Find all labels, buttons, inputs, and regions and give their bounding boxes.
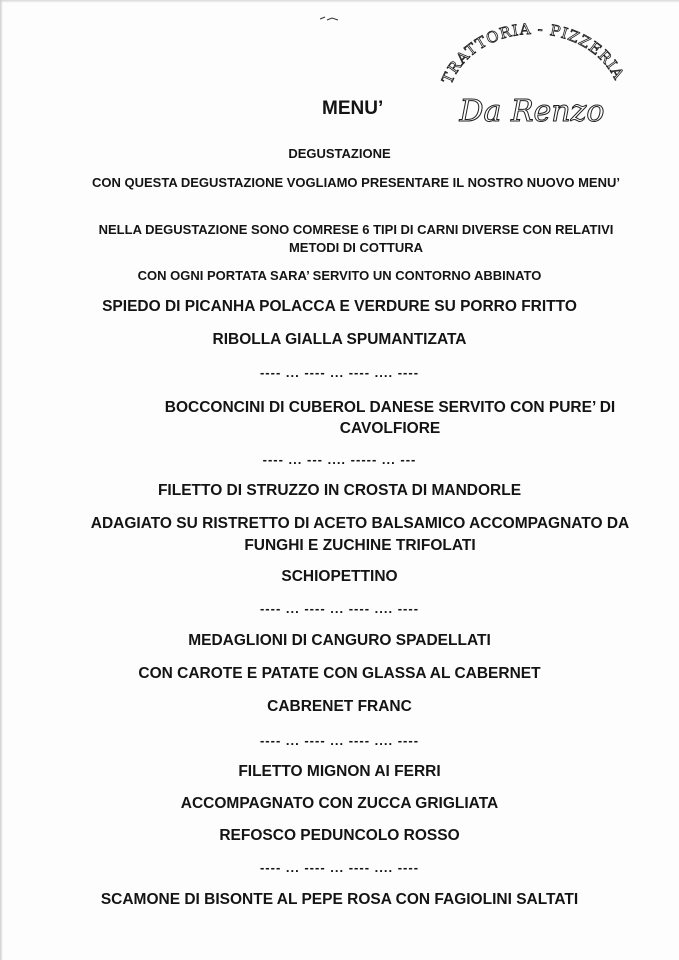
separator-3: ---- ... ---- ... ---- .... ---- [259, 601, 420, 616]
intro-text-3: CON OGNI PORTATA SARA’ SERVITO UN CONTORNO ABBINATO [137, 268, 542, 283]
scan-speck-mark [318, 14, 340, 24]
logo-arc-text: TRATTORIA - PIZZERIA [438, 19, 628, 87]
intro-text-2: NELLA DEGUSTAZIONE SONO COMRESE 6 TIPI DI CARNI DIVERSE CON RELATIVI METODI DI COTTURA [98, 222, 614, 255]
dish-5-wine: REFOSCO PEDUNCOLO ROSSO [219, 827, 460, 844]
dish-2-name: BOCCONCINI DI CUBEROL DANESE SERVITO CON PURE’ DI CAVOLFIORE [164, 399, 616, 437]
logo-script-text: Da Renzo [459, 94, 605, 129]
scan-edge-left [0, 0, 3, 960]
separator-4: ---- ... ---- ... ---- .... ---- [259, 733, 420, 748]
scan-edge-top [0, 0, 679, 3]
dish-3-description: ADAGIATO SU RISTRETTO DI ACETO BALSAMICO ACCOMPAGNATO DA FUNGHI E ZUCHINE TRIFOLATI [90, 515, 630, 554]
separator-2: ---- ... --- .... ----- ... --- [262, 452, 417, 467]
dish-3-name: FILETTO DI STRUZZO IN CROSTA DI MANDORLE [157, 482, 522, 499]
page-title: MENU’ [322, 98, 384, 119]
dish-5-description: ACCOMPAGNATO CON ZUCCA GRIGLIATA [180, 795, 499, 812]
dish-3-wine: SCHIOPETTINO [281, 568, 398, 585]
dish-1-wine: RIBOLLA GIALLA SPUMANTIZATA [212, 331, 467, 348]
dish-6-name: SCAMONE DI BISONTE AL PEPE ROSA CON FAGIOLINI SALTATI [100, 891, 579, 908]
section-heading-degustazione: DEGUSTAZIONE [288, 146, 391, 161]
dish-5-name: FILETTO MIGNON AI FERRI [238, 763, 441, 780]
separator-5: ---- ... ---- ... ---- .... ---- [259, 860, 420, 875]
dish-4-name: MEDAGLIONI DI CANGURO SPADELLATI [188, 632, 491, 649]
intro-text-1: CON QUESTA DEGUSTAZIONE VOGLIAMO PRESENTARE IL NOSTRO NUOVO MENU’ [92, 175, 620, 190]
dish-4-wine: CABRENET FRANC [267, 698, 412, 715]
dish-4-description: CON CAROTE E PATATE CON GLASSA AL CABERNET [138, 665, 541, 682]
separator-1: ---- ... ---- ... ---- .... ---- [259, 365, 420, 380]
restaurant-logo [430, 18, 630, 133]
dish-1-name: SPIEDO DI PICANHA POLACCA E VERDURE SU PORRO FRITTO [102, 298, 577, 315]
